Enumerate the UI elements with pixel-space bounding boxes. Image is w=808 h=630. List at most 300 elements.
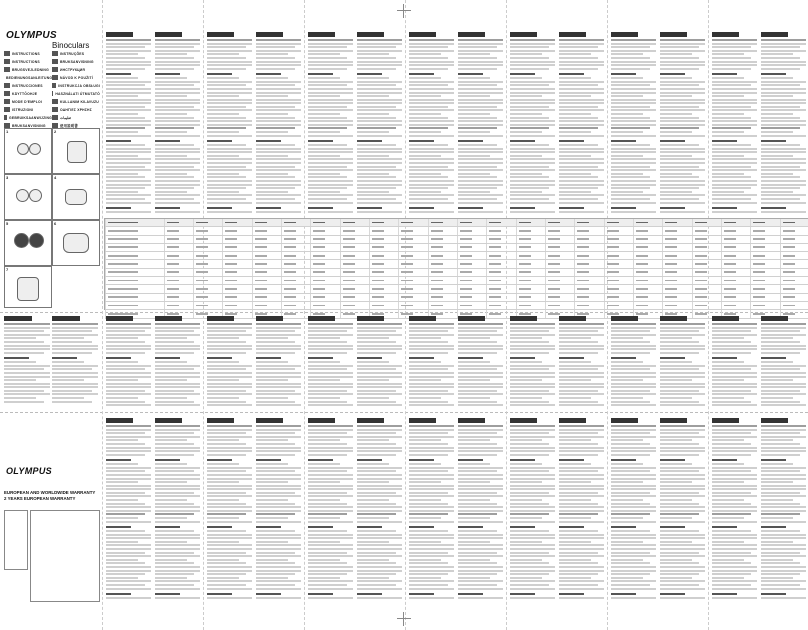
language-item: INSTRUCTIONS	[4, 58, 52, 65]
table-cell	[428, 285, 458, 292]
warranty-card-box	[30, 510, 100, 602]
table-cell	[193, 277, 223, 284]
table-cell	[369, 285, 399, 292]
table-cell	[692, 302, 722, 309]
table-cell	[545, 285, 575, 292]
table-cell	[428, 302, 458, 309]
table-cell	[662, 236, 692, 243]
table-cell	[369, 219, 399, 226]
table-cell	[750, 244, 780, 251]
table-cell	[721, 244, 751, 251]
table-cell	[222, 260, 252, 267]
table-cell	[516, 285, 546, 292]
text-column	[207, 32, 252, 216]
table-cell	[252, 236, 282, 243]
table-cell	[252, 302, 282, 309]
table-cell	[516, 277, 546, 284]
table-cell	[310, 227, 340, 234]
table-cell	[222, 294, 252, 301]
table-cell	[340, 285, 370, 292]
table-cell	[105, 302, 165, 309]
text-column	[611, 418, 656, 608]
text-column	[660, 32, 705, 216]
table-cell	[222, 236, 252, 243]
table-cell	[662, 252, 692, 259]
table-cell	[164, 269, 194, 276]
table-cell	[721, 285, 751, 292]
table-cell	[780, 294, 808, 301]
figure-panel: 6	[52, 220, 100, 266]
language-item: BRUKSANVISNING	[4, 122, 52, 129]
language-item: INSTRUÇÕES	[52, 50, 100, 57]
table-cell	[369, 294, 399, 301]
text-column	[712, 32, 757, 216]
table-cell	[574, 227, 604, 234]
table-cell	[281, 219, 311, 226]
text-column	[409, 32, 454, 216]
table-cell	[428, 252, 458, 259]
table-cell	[750, 260, 780, 267]
table-cell	[692, 236, 722, 243]
language-item: تعليمات	[52, 114, 100, 121]
text-column	[155, 316, 200, 410]
table-cell	[780, 302, 808, 309]
table-cell	[750, 236, 780, 243]
table-cell	[164, 285, 194, 292]
table-cell	[545, 277, 575, 284]
language-item: BRUGSVEJLEDNING	[4, 66, 52, 73]
table-cell	[604, 277, 634, 284]
table-cell	[281, 227, 311, 234]
text-column	[106, 418, 151, 608]
table-cell	[662, 219, 692, 226]
language-item: ΟΔΗΓΙΕΣ ΧΡΗΣΗΣ	[52, 106, 100, 113]
table-cell	[750, 252, 780, 259]
text-column	[510, 418, 555, 608]
table-cell	[369, 236, 399, 243]
table-cell	[633, 244, 663, 251]
text-column	[155, 418, 200, 608]
table-cell	[633, 294, 663, 301]
figure-panel: 7	[4, 266, 52, 308]
table-cell	[340, 227, 370, 234]
vertical-fold-line	[102, 0, 103, 630]
table-cell	[516, 269, 546, 276]
table-cell	[516, 294, 546, 301]
table-cell	[574, 260, 604, 267]
table-cell	[164, 244, 194, 251]
table-cell	[369, 227, 399, 234]
table-cell	[340, 294, 370, 301]
table-cell	[222, 219, 252, 226]
text-column	[106, 316, 151, 410]
table-cell	[164, 236, 194, 243]
text-column	[559, 316, 604, 410]
language-item: ISTRUZIONI	[4, 106, 52, 113]
table-cell	[428, 277, 458, 284]
language-item: ИНСТРУКЦИЯ	[52, 66, 100, 73]
binocular-illustration	[29, 233, 44, 248]
table-cell	[340, 236, 370, 243]
table-cell	[604, 302, 634, 309]
table-cell	[281, 252, 311, 259]
table-cell	[281, 244, 311, 251]
language-item: INSTRUKCJA OBSŁUGI	[52, 82, 100, 89]
text-column	[409, 316, 454, 410]
brand-logo: OLYMPUS	[6, 466, 52, 476]
table-cell	[604, 260, 634, 267]
table-cell	[633, 260, 663, 267]
table-cell	[164, 277, 194, 284]
table-cell	[193, 294, 223, 301]
table-cell	[750, 269, 780, 276]
table-cell	[340, 277, 370, 284]
table-cell	[604, 252, 634, 259]
table-cell	[721, 294, 751, 301]
table-cell	[486, 277, 516, 284]
binocular-illustration	[63, 233, 89, 253]
table-cell	[692, 277, 722, 284]
table-cell	[398, 244, 428, 251]
table-row	[105, 219, 808, 227]
table-cell	[398, 302, 428, 309]
table-cell	[310, 219, 340, 226]
language-item: 使用説明書	[52, 122, 100, 129]
table-cell	[692, 294, 722, 301]
table-cell	[310, 244, 340, 251]
table-cell	[222, 227, 252, 234]
text-column	[52, 316, 98, 406]
language-item: HASZNÁLATI ÚTMUTATÓ	[52, 90, 100, 97]
table-cell	[310, 277, 340, 284]
table-cell	[105, 269, 165, 276]
table-cell	[721, 219, 751, 226]
table-cell	[604, 236, 634, 243]
table-cell	[252, 294, 282, 301]
table-cell	[222, 244, 252, 251]
text-column	[256, 32, 301, 216]
table-cell	[340, 244, 370, 251]
table-cell	[398, 285, 428, 292]
table-cell	[457, 277, 487, 284]
table-cell	[692, 269, 722, 276]
table-cell	[310, 302, 340, 309]
table-cell	[340, 252, 370, 259]
table-cell	[780, 277, 808, 284]
text-column	[308, 418, 353, 608]
table-cell	[692, 285, 722, 292]
table-cell	[105, 236, 165, 243]
table-cell	[545, 236, 575, 243]
table-row	[105, 277, 808, 285]
table-cell	[662, 285, 692, 292]
table-cell	[428, 244, 458, 251]
figure-panel: 4	[52, 174, 100, 220]
language-item: INSTRUCCIONES	[4, 82, 52, 89]
table-cell	[750, 285, 780, 292]
table-cell	[164, 227, 194, 234]
crop-mark	[397, 612, 411, 626]
text-column	[559, 418, 604, 608]
table-cell	[222, 277, 252, 284]
table-cell	[252, 260, 282, 267]
table-cell	[545, 269, 575, 276]
table-cell	[574, 252, 604, 259]
table-cell	[633, 236, 663, 243]
warranty-stamp-box	[4, 510, 28, 570]
table-cell	[222, 252, 252, 259]
table-cell	[193, 269, 223, 276]
table-cell	[369, 252, 399, 259]
horizontal-fold-line	[0, 412, 808, 413]
table-cell	[340, 260, 370, 267]
text-column	[660, 316, 705, 410]
table-cell	[193, 227, 223, 234]
table-cell	[633, 269, 663, 276]
table-cell	[281, 294, 311, 301]
text-column	[611, 32, 656, 216]
binocular-illustration	[67, 141, 87, 163]
table-cell	[222, 285, 252, 292]
table-cell	[721, 302, 751, 309]
table-cell	[281, 277, 311, 284]
language-item: INSTRUCTIONS	[4, 50, 52, 57]
table-cell	[398, 260, 428, 267]
language-item: KULLANIM KILAVUZU	[52, 98, 100, 105]
table-cell	[457, 302, 487, 309]
table-row	[105, 285, 808, 293]
table-cell	[516, 252, 546, 259]
table-cell	[604, 294, 634, 301]
table-cell	[310, 252, 340, 259]
table-cell	[252, 269, 282, 276]
table-cell	[193, 302, 223, 309]
table-cell	[721, 252, 751, 259]
table-cell	[780, 236, 808, 243]
brand-logo: OLYMPUS	[6, 30, 57, 41]
table-cell	[574, 219, 604, 226]
language-item: BRUKSANVISNING	[52, 58, 100, 65]
table-cell	[662, 244, 692, 251]
table-cell	[692, 227, 722, 234]
table-cell	[193, 244, 223, 251]
table-cell	[662, 302, 692, 309]
table-cell	[486, 219, 516, 226]
table-cell	[457, 269, 487, 276]
table-row	[105, 244, 808, 252]
text-column	[510, 316, 555, 410]
table-cell	[105, 219, 165, 226]
text-column	[357, 418, 402, 608]
table-cell	[486, 285, 516, 292]
language-list	[4, 50, 52, 130]
table-cell	[516, 236, 546, 243]
table-row	[105, 227, 808, 235]
language-item: BEDIENUNGSANLEITUNG	[6, 75, 53, 80]
table-cell	[604, 219, 634, 226]
text-column	[256, 316, 301, 410]
table-cell	[662, 260, 692, 267]
table-cell	[604, 227, 634, 234]
language-item: MODE D'EMPLOI	[4, 98, 52, 105]
table-cell	[281, 302, 311, 309]
table-cell	[692, 252, 722, 259]
table-cell	[574, 285, 604, 292]
text-column	[106, 32, 151, 216]
text-column	[761, 32, 806, 216]
table-cell	[398, 294, 428, 301]
table-cell	[574, 294, 604, 301]
table-cell	[398, 252, 428, 259]
table-cell	[457, 227, 487, 234]
table-cell	[545, 302, 575, 309]
table-cell	[780, 252, 808, 259]
table-cell	[780, 260, 808, 267]
table-cell	[545, 244, 575, 251]
table-cell	[457, 260, 487, 267]
table-cell	[516, 227, 546, 234]
table-cell	[252, 252, 282, 259]
table-cell	[164, 294, 194, 301]
table-cell	[721, 277, 751, 284]
table-cell	[750, 227, 780, 234]
table-cell	[721, 260, 751, 267]
text-column	[357, 32, 402, 216]
text-column	[611, 316, 656, 410]
table-cell	[252, 227, 282, 234]
table-cell	[310, 269, 340, 276]
table-cell	[164, 252, 194, 259]
table-cell	[193, 252, 223, 259]
table-cell	[193, 260, 223, 267]
table-cell	[457, 252, 487, 259]
figure-panel: 2	[52, 128, 100, 174]
text-column	[660, 418, 705, 608]
table-cell	[545, 219, 575, 226]
table-cell	[516, 302, 546, 309]
table-cell	[369, 302, 399, 309]
table-cell	[398, 219, 428, 226]
table-cell	[281, 260, 311, 267]
table-cell	[428, 236, 458, 243]
table-cell	[545, 294, 575, 301]
table-cell	[662, 277, 692, 284]
table-cell	[574, 277, 604, 284]
table-cell	[633, 252, 663, 259]
table-cell	[574, 236, 604, 243]
specification-table	[104, 218, 808, 310]
table-cell	[428, 260, 458, 267]
table-cell	[340, 269, 370, 276]
table-cell	[369, 269, 399, 276]
table-cell	[721, 269, 751, 276]
table-cell	[574, 302, 604, 309]
table-cell	[662, 227, 692, 234]
text-column	[357, 316, 402, 410]
table-cell	[457, 219, 487, 226]
text-column	[458, 418, 503, 608]
table-cell	[398, 277, 428, 284]
table-cell	[252, 244, 282, 251]
figure-panel: 5	[4, 220, 52, 266]
table-cell	[780, 227, 808, 234]
language-item: NÁVOD K POUŽITÍ	[52, 74, 100, 81]
table-cell	[457, 244, 487, 251]
text-column	[712, 316, 757, 410]
text-column	[510, 32, 555, 216]
table-cell	[310, 294, 340, 301]
table-cell	[692, 219, 722, 226]
table-cell	[193, 219, 223, 226]
table-cell	[692, 244, 722, 251]
table-cell	[633, 302, 663, 309]
table-cell	[340, 219, 370, 226]
binocular-illustration	[17, 277, 39, 301]
table-cell	[193, 236, 223, 243]
table-cell	[252, 277, 282, 284]
crop-mark	[397, 4, 411, 18]
table-cell	[164, 302, 194, 309]
warranty-title: EUROPEAN AND WORLDWIDE WARRANTY 2 YEARS EUROPEAN WARRANTY	[4, 490, 96, 501]
binocular-illustration	[14, 233, 29, 248]
table-cell	[105, 252, 165, 259]
table-cell	[750, 219, 780, 226]
table-cell	[252, 219, 282, 226]
table-cell	[721, 227, 751, 234]
table-cell	[486, 260, 516, 267]
table-cell	[662, 269, 692, 276]
text-column	[761, 316, 806, 410]
table-cell	[164, 219, 194, 226]
table-cell	[428, 294, 458, 301]
table-cell	[750, 294, 780, 301]
table-cell	[164, 260, 194, 267]
text-column	[155, 32, 200, 216]
table-cell	[428, 227, 458, 234]
table-cell	[780, 219, 808, 226]
table-cell	[310, 285, 340, 292]
table-cell	[604, 269, 634, 276]
table-cell	[486, 227, 516, 234]
table-row	[105, 302, 808, 310]
table-cell	[633, 219, 663, 226]
table-cell	[545, 260, 575, 267]
text-column	[458, 316, 503, 410]
table-cell	[369, 244, 399, 251]
table-cell	[369, 277, 399, 284]
text-column	[207, 418, 252, 608]
table-cell	[398, 236, 428, 243]
table-cell	[340, 302, 370, 309]
table-cell	[516, 244, 546, 251]
table-cell	[516, 260, 546, 267]
table-cell	[398, 269, 428, 276]
table-cell	[310, 260, 340, 267]
table-cell	[281, 269, 311, 276]
table-cell	[486, 252, 516, 259]
text-column	[4, 316, 50, 406]
table-cell	[633, 277, 663, 284]
text-column	[207, 316, 252, 410]
figure-panel: 1	[4, 128, 52, 174]
table-cell	[193, 285, 223, 292]
text-column	[409, 418, 454, 608]
table-cell	[310, 236, 340, 243]
table-cell	[545, 252, 575, 259]
table-cell	[428, 219, 458, 226]
table-cell	[750, 302, 780, 309]
table-cell	[105, 277, 165, 284]
